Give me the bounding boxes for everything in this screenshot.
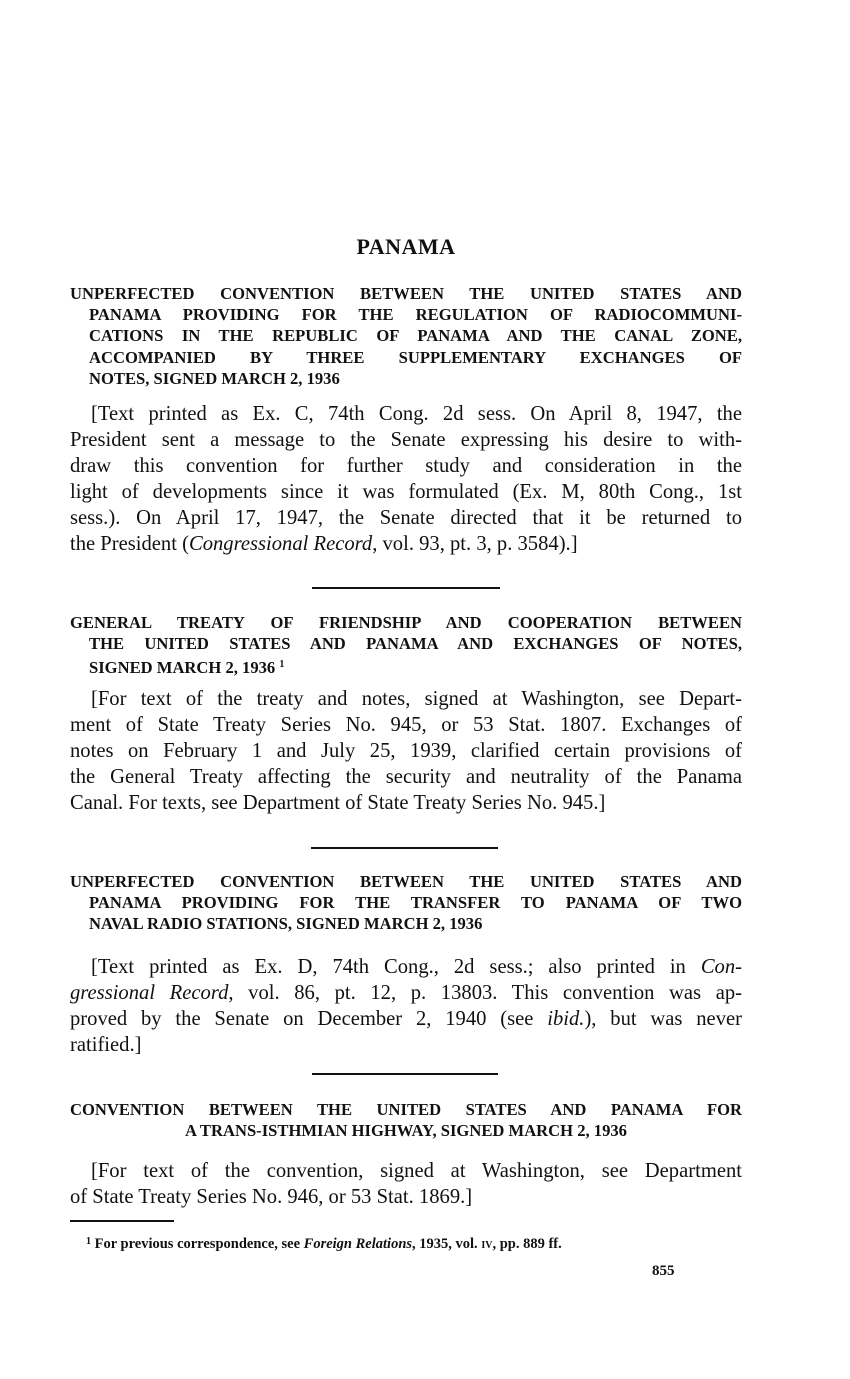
section-divider (312, 1073, 498, 1075)
section-divider (311, 847, 498, 849)
heading-line: THE UNITED STATES AND PANAMA AND EXCHANGES OF NOTES, (89, 634, 742, 654)
italic-citation: gressional Record (70, 982, 229, 1005)
paragraph-line (70, 980, 742, 1006)
text-run: ), but was never (584, 1008, 742, 1031)
page-title: PANAMA (356, 234, 456, 259)
section-4-heading (70, 1099, 742, 1141)
text-run: , vol. 86, pt. 12, p. 13803. This convention was ap- (228, 982, 742, 1005)
text-run: proved by the Senate on December 2, 1940 (see (70, 1008, 548, 1031)
heading-line: UNPERFECTED CONVENTION BETWEEN THE UNITED STATES AND (70, 284, 742, 303)
paragraph-line: [For text of the convention, signed at Washington, see Department (91, 1160, 742, 1182)
heading-line: CONVENTION BETWEEN THE UNITED STATES AND PANAMA FOR (70, 1100, 742, 1119)
document-page (70, 0, 742, 1379)
heading-line: CATIONS IN THE REPUBLIC OF PANAMA AND THE CANAL ZONE, (89, 326, 742, 346)
paragraph-line: notes on February 1 and July 25, 1939, clarified certain provisions of (70, 740, 742, 763)
paragraph-line: Canal. For texts, see Department of State Treaty Series No. 945.] (70, 792, 606, 815)
italic-citation: Congressional Record (188, 533, 373, 556)
paragraph-line: ratified.] (70, 1034, 142, 1057)
paragraph-line: ment of State Treaty Series No. 945, or 53 Stat. 1807. Exchanges of (70, 714, 742, 737)
paragraph-line: light of developments since it was formulated (Ex. M, 80th Cong., 1st (70, 481, 742, 504)
heading-line: A TRANS-ISTHMIAN HIGHWAY, SIGNED MARCH 2, 1936 (185, 1121, 627, 1141)
section-2-heading (70, 612, 742, 679)
text-run: , vol. 93, pt. 3, p. 3584).] (372, 533, 578, 556)
text-run: For previous correspondence, see (94, 1236, 304, 1252)
volume-numeral: iv (481, 1236, 493, 1252)
paragraph-line: President sent a message to the Senate expressing his desire to with- (70, 429, 742, 452)
heading-line (70, 654, 742, 678)
heading-line: GENERAL TREATY OF FRIENDSHIP AND COOPERATION BETWEEN (70, 613, 742, 632)
text-run: , 1935, vol. (412, 1236, 482, 1252)
heading-line: ACCOMPANIED BY THREE SUPPLEMENTARY EXCHANGES OF (89, 347, 742, 367)
paragraph-line (70, 954, 742, 980)
footnote-marker: 1 (86, 1236, 91, 1247)
paragraph-line: [For text of the treaty and notes, signed at Washington, see Depart- (91, 688, 742, 710)
heading-line: PANAMA PROVIDING FOR THE TRANSFER TO PANAMA OF TWO (89, 893, 742, 913)
paragraph-line: [Text printed as Ex. C, 74th Cong. 2d sess. On April 8, 1947, the (91, 403, 742, 425)
footnote-ref: 1 (279, 659, 285, 671)
paragraph-line: sess.). On April 17, 1947, the Senate directed that it be returned to (70, 507, 742, 530)
page-number: 855 (652, 1263, 675, 1279)
heading-line: NOTES, SIGNED MARCH 2, 1936 (89, 368, 340, 388)
section-4-paragraph (70, 1158, 742, 1210)
heading-line: UNPERFECTED CONVENTION BETWEEN THE UNITED STATES AND (70, 872, 742, 891)
text-run: , pp. 889 ff. (492, 1236, 562, 1252)
heading-line: NAVAL RADIO STATIONS, SIGNED MARCH 2, 1936 (89, 914, 483, 934)
section-1-heading (70, 283, 742, 389)
paragraph-line: draw this convention for further study and consideration in the (70, 455, 742, 478)
section-3-paragraph (70, 954, 742, 1058)
section-2-paragraph (70, 686, 742, 816)
footnote (86, 1236, 746, 1253)
paragraph-line: of State Treaty Series No. 946, or 53 Stat. 1869.] (70, 1186, 473, 1209)
text-run: SIGNED MARCH 2, 1936 (89, 658, 276, 678)
italic-citation: Foreign Relations (303, 1236, 413, 1252)
paragraph-line (70, 1006, 742, 1032)
paragraph-line (70, 531, 742, 557)
paragraph-line: the General Treaty affecting the security and neutrality of the Panama (70, 766, 742, 789)
text-run: the President ( (70, 533, 189, 556)
section-3-heading (70, 871, 742, 935)
italic-citation: Con- (700, 956, 742, 978)
heading-line: PANAMA PROVIDING FOR THE REGULATION OF RADIOCOMMUNI- (89, 305, 742, 325)
footnote-rule (70, 1220, 174, 1222)
italic-citation: ibid. (547, 1008, 585, 1031)
section-divider (312, 587, 500, 589)
text-run: [Text printed as Ex. D, 74th Cong., 2d sess.; also printed in (91, 956, 701, 978)
section-1-paragraph (70, 401, 742, 558)
